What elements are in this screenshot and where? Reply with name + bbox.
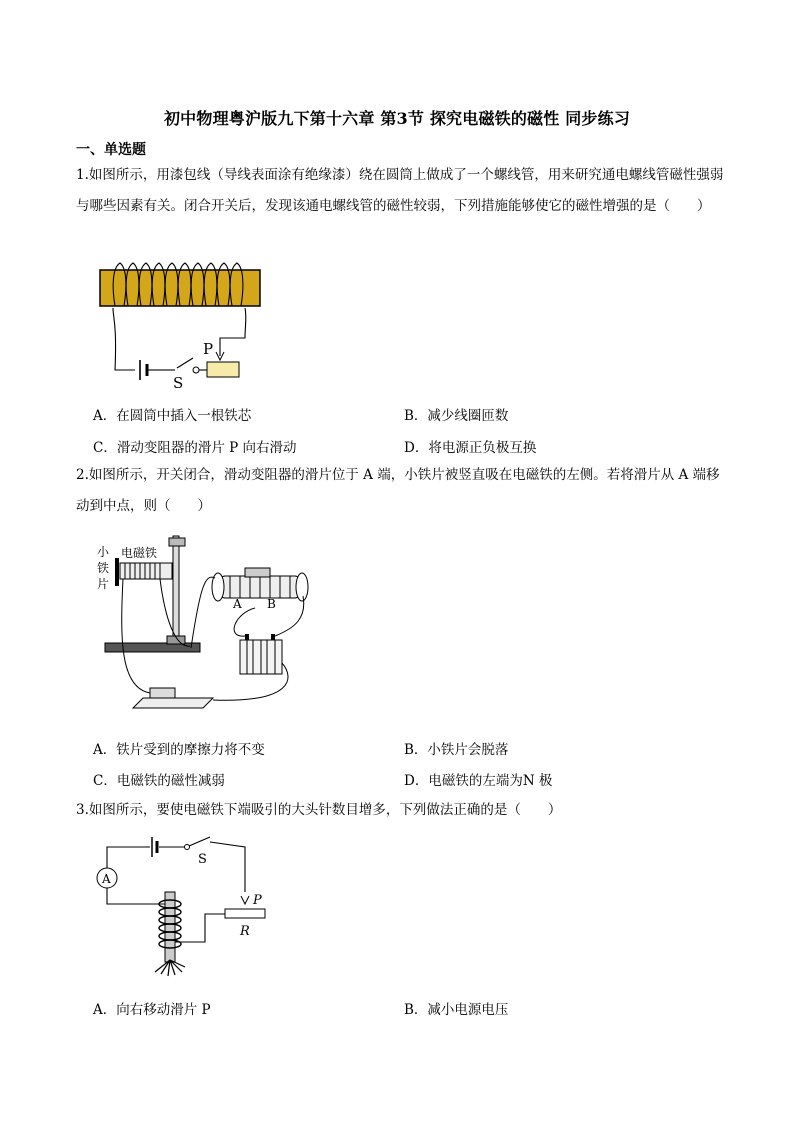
q3-option-a[interactable]: A．向右移动滑片 P: [93, 1002, 211, 1018]
label-iron-2: 铁: [97, 561, 110, 575]
label-b: B: [267, 597, 276, 611]
label-electromagnet: 电磁铁: [121, 546, 158, 560]
question-1: [76, 160, 726, 222]
label-iron-1: 小: [97, 545, 110, 559]
question-stem: 如图所示，要使电磁铁下端吸引的大头针数目增多，下列做法正确的是（ ）: [88, 802, 562, 818]
q2-option-a[interactable]: A．铁片受到的摩擦力将不变: [93, 742, 265, 758]
q2-option-b[interactable]: B．小铁片会脱落: [404, 742, 509, 758]
question-stem: 如图所示，用漆包线（导线表面涂有绝缘漆）绕在圆筒上做成了一个螺线管，用来研究通电螺线管磁性强弱与哪些因素有关。闭合开关后，发现该通电螺线管的磁性较弱，下列措施能够使它的磁性增强的是（ ）: [76, 167, 724, 214]
q1-option-d[interactable]: D．将电源正负极互换: [404, 440, 537, 456]
section-heading: 一、单选题: [76, 142, 146, 158]
question-number: 1.: [76, 167, 89, 183]
figure-electromagnet-setup: [95, 528, 315, 718]
question-2: [76, 460, 726, 522]
q2-option-d[interactable]: D．电磁铁的左端为N 极: [404, 773, 553, 789]
figure-electromagnet-pins: [95, 832, 275, 982]
q1-option-a[interactable]: A．在圆筒中插入一根铁芯: [93, 408, 252, 424]
question-number: 3.: [76, 802, 89, 818]
q2-option-c[interactable]: C．电磁铁的磁性减弱: [93, 773, 225, 789]
label-s: S: [173, 374, 184, 392]
q1-option-c[interactable]: C．滑动变阻器的滑片 P 向右滑动: [93, 440, 297, 456]
page-title: 初中物理粤沪版九下第十六章 第3节 探究电磁铁的磁性 同步练习: [163, 109, 631, 128]
label-r: R: [240, 924, 250, 939]
q3-option-b[interactable]: B．减小电源电压: [404, 1002, 509, 1018]
q1-option-b[interactable]: B．减少线圈匝数: [404, 408, 509, 424]
label-iron-3: 片: [97, 577, 110, 591]
label-a: A: [233, 597, 242, 611]
label-p: P: [253, 893, 262, 908]
question-number: 2.: [76, 467, 89, 483]
question-stem: 如图所示，开关闭合，滑动变阻器的滑片位于 A 端，小铁片被竖直吸在电磁铁的左侧。若将滑片从 A 端移动到中点，则（ ）: [76, 467, 720, 514]
question-3: [76, 795, 726, 826]
figure-solenoid-circuit: [95, 258, 265, 392]
label-s: S: [198, 852, 207, 867]
ammeter-label: A: [102, 872, 111, 886]
label-p: P: [203, 340, 214, 358]
